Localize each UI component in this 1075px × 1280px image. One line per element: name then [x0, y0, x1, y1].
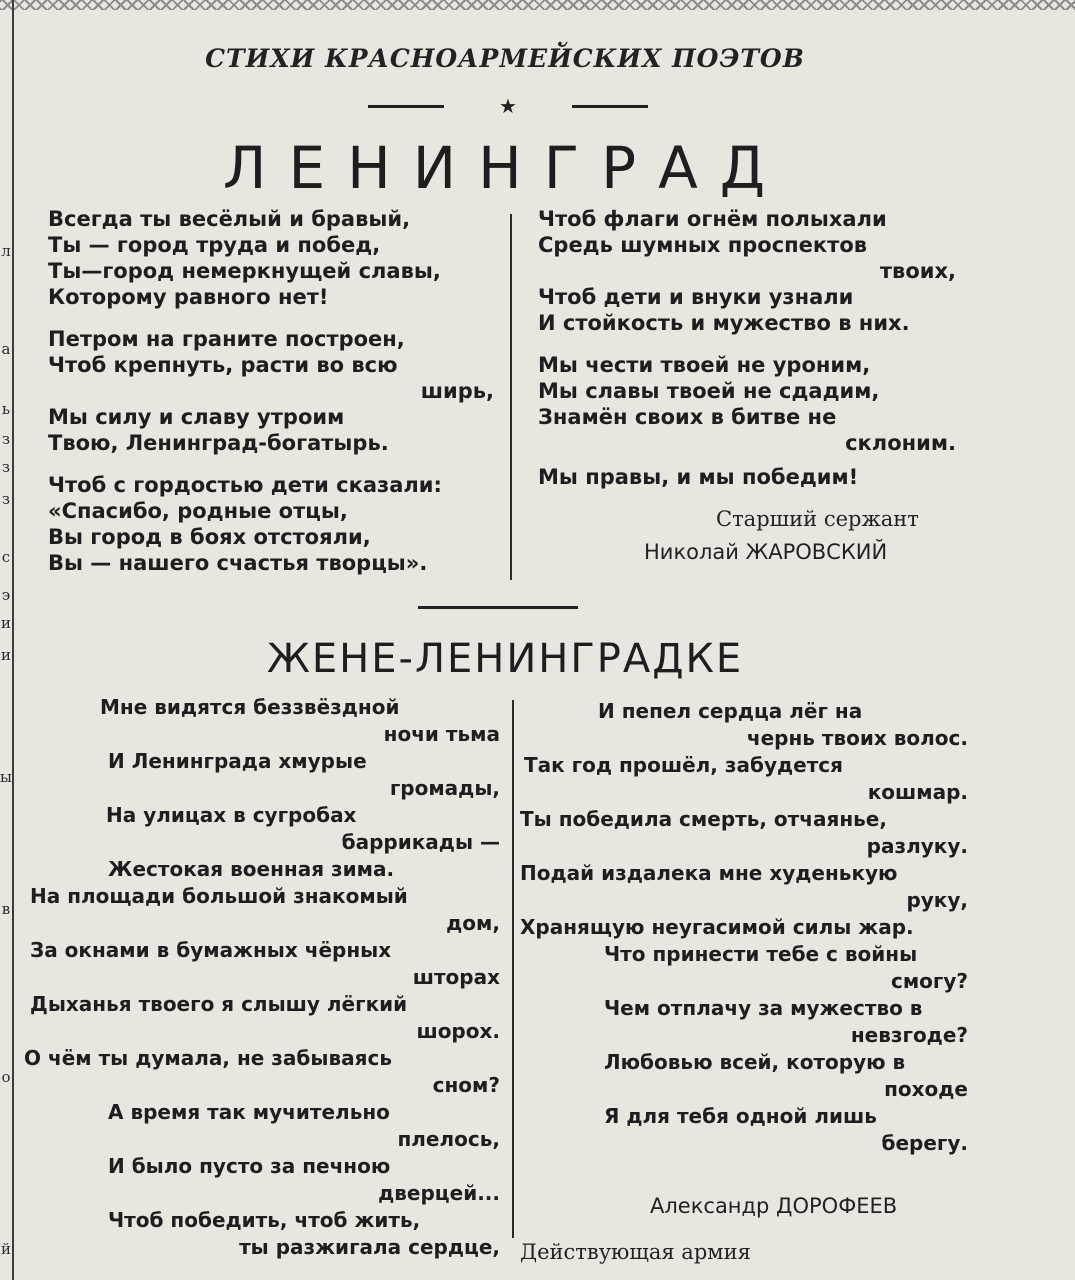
poem-line: Мы правы, и мы победим! [538, 465, 859, 489]
poem-line: ты разжигала сердце, [239, 1235, 500, 1259]
poem-line: баррикады — [341, 830, 500, 854]
poem-line: склоним. [845, 431, 956, 455]
poem1-column-rule [510, 214, 512, 580]
edge-fragment: э [1, 586, 11, 604]
poem-line: Петром на граните построен, [48, 327, 405, 351]
star-divider [368, 96, 648, 116]
poem-line: Знамён своих в битве не [538, 405, 837, 429]
divider-rule-left [368, 105, 444, 108]
poem-line: Чтоб крепнуть, расти во всю [48, 353, 398, 377]
poem-line: Мы славы твоей не сдадим, [538, 379, 880, 403]
poem-line: И было пусто за печною [108, 1154, 391, 1178]
poem-line: Так год прошёл, забудется [524, 753, 843, 777]
poem-line: И Ленинграда хмурые [108, 749, 367, 773]
poem-line: Чтоб дети и внуки узнали [538, 285, 854, 309]
edge-fragment: с [1, 548, 11, 566]
poem-line: Подай издалека мне худенькую [520, 861, 898, 885]
poem-line: твоих, [879, 259, 956, 283]
poem-line: Вы город в боях отстояли, [48, 525, 371, 549]
poem1-author-rank: Старший сержант [716, 507, 919, 531]
poem-line: походе [884, 1077, 968, 1101]
poem-line: кошмар. [867, 780, 968, 804]
poems-separator [418, 606, 578, 609]
poem-line: Которому равного нет! [48, 285, 329, 309]
poem2-title: ЖЕНЕ-ЛЕНИНГРАДКЕ [266, 636, 744, 682]
footer-place: Действующая армия [520, 1240, 751, 1264]
poem2-author-name: Александр ДОРОФЕЕВ [650, 1194, 898, 1218]
edge-fragment: и [1, 646, 11, 664]
poem-line: смогу? [890, 969, 968, 993]
poem-line: Ты—город немеркнущей славы, [48, 259, 441, 283]
edge-fragment: й [1, 1240, 11, 1258]
poem-line: Хранящую неугасимой силы жар. [520, 915, 914, 939]
poem-line: Всегда ты весёлый и бравый, [48, 207, 411, 231]
poem-line: Чтоб с гордостью дети сказали: [48, 473, 442, 497]
poem-line: На улицах в сугробах [106, 803, 357, 827]
edge-fragment: и [1, 614, 11, 632]
poem-line: О чём ты думала, не забываясь [24, 1046, 392, 1070]
poem-line: чернь твоих волос. [746, 726, 968, 750]
poem-line: И пепел сердца лёг на [598, 699, 863, 723]
edge-fragment: о [1, 1068, 11, 1086]
poem-line: Дыханья твоего я слышу лёгкий [30, 992, 408, 1016]
poem-line: Чем отплачу за мужество в [604, 996, 923, 1020]
star-icon: ★ [499, 94, 517, 118]
poem-line: Чтоб победить, чтоб жить, [108, 1208, 421, 1232]
poem1-left-column [48, 206, 494, 576]
poem-line: ширь, [420, 379, 494, 403]
poem-line: Мы силу и славу утроим [48, 405, 345, 429]
poem1-right-column [538, 206, 956, 490]
poem-line: шторах [412, 965, 500, 989]
poem-line: ночи тьма [383, 722, 500, 746]
poem-line: Мы чести твоей не уроним, [538, 353, 871, 377]
edge-fragment: ь [1, 400, 11, 418]
poem-line: берегу. [881, 1131, 968, 1155]
poem-line: шорох. [416, 1019, 500, 1043]
poem-line: И стойкость и мужество в них. [538, 311, 910, 335]
poem-line: разлуку. [866, 834, 968, 858]
poem2-left-column [22, 694, 500, 1261]
edge-fragment: з [1, 430, 11, 448]
poem-line: Любовью всей, которую в [604, 1050, 906, 1074]
poem-line: Что принести тебе с войны [604, 942, 918, 966]
poem-line: громады, [389, 776, 500, 800]
top-ornamental-border [0, 0, 1075, 10]
edge-fragment: ы [0, 768, 12, 786]
stanza-gap [48, 456, 494, 472]
poem-line: За окнами в бумажных чёрных [30, 938, 392, 962]
poem-line: невзгоде? [850, 1023, 968, 1047]
edge-fragment: л [1, 242, 11, 260]
stanza-gap [538, 456, 956, 464]
stanza-gap [538, 336, 956, 352]
section-header: СТИХИ КРАСНОАРМЕЙСКИХ ПОЭТОВ [205, 44, 805, 73]
poem1-title: ЛЕНИНГРАД [222, 134, 788, 202]
poem-line: Вы — нашего счастья творцы». [48, 551, 428, 575]
poem-line: На площади большой знакомый [30, 884, 408, 908]
poem-line: Я для тебя одной лишь [604, 1104, 877, 1128]
edge-fragment: з [1, 490, 11, 508]
edge-fragment: в [1, 900, 11, 918]
poem-line: Средь шумных проспектов [538, 233, 868, 257]
stanza-gap [48, 310, 494, 326]
poem-line: дверцей... [378, 1181, 500, 1205]
poem-line: Ты — город труда и побед, [48, 233, 381, 257]
poem-line: «Спасибо, родные отцы, [48, 499, 348, 523]
poem-line: сном? [432, 1073, 500, 1097]
poem2-right-column [520, 698, 968, 1157]
poem-line: руку, [906, 888, 968, 912]
poem-line: Чтоб флаги огнём полыхали [538, 207, 887, 231]
poem-line: Мне видятся беззвёздной [100, 695, 400, 719]
poem-line: дом, [446, 911, 500, 935]
poem-line: Твою, Ленинград-богатырь. [48, 431, 389, 455]
poem1-author-name: Николай ЖАРОВСКИЙ [644, 540, 888, 564]
poem-line: плелось, [397, 1127, 500, 1151]
edge-fragment: з [1, 458, 11, 476]
poem-line: Ты победила смерть, отчаянье, [520, 807, 887, 831]
divider-rule-right [572, 105, 648, 108]
poem-line: Жестокая военная зима. [108, 857, 395, 881]
poem-line: А время так мучительно [108, 1100, 390, 1124]
edge-fragment: а [1, 340, 11, 358]
poem2-column-rule [512, 700, 514, 1238]
